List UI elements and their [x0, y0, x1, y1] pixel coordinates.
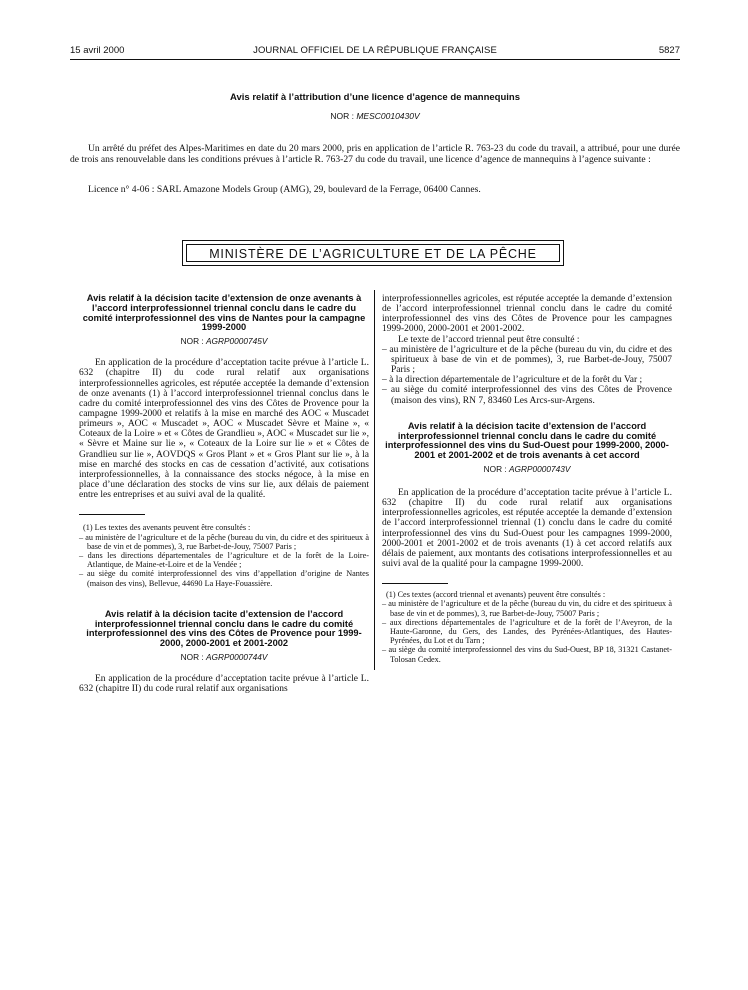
nor-code: AGRP0000745V: [206, 336, 268, 347]
nor-code: AGRP0000744V: [206, 651, 268, 662]
header-rule: [70, 59, 680, 60]
page-number: 5827: [658, 45, 680, 56]
footnote-item: – au siège du comité interprofessionnel des vins du Sud-Ouest, BP 18, 31321 Castanet-Tolosan Cedex.: [382, 645, 672, 664]
column-divider: [374, 290, 375, 670]
article-nor: [79, 652, 369, 662]
notice-paragraph: Un arrêté du préfet des Alpes-Maritimes en date du 20 mars 2000, pris en application de l’article R. 763-23 du code du travail, a attribué, pour une durée de trois ans renouvelable dans les conditions prévues à l’article R. 763-27 du code du travail, une licence d’agence de mannequins à l’agence suivante :: [70, 143, 680, 165]
nor-label: NOR :: [330, 111, 357, 121]
footnote-rule: [382, 583, 448, 584]
consult-item: – au ministère de l’agriculture et de la pêche (bureau du vin, du cidre et des spiritueux à base de vin et de pommes), 3, rue Barbet-de-Jouy, 75007 Paris ;: [382, 344, 672, 376]
footnote-rule: [79, 514, 145, 515]
article-body-nantes: En application de la procédure d’acceptation tacite prévue à l’article L. 632 (chapitre II) du code rural relatif aux organisations interprofessionnelles agricoles, est réputée acceptée la demande d’extension de onze avenants (1) à l’accord interprofessionnel triennal conclus dans le cadre du comité interprofessionnel des vins des Côtes de Provence pour la campagne 1999-2000 et relatifs à la mise en marché des AOC « Muscadet primeurs », AOC « Muscadet », AOC « Muscadet Sèvre et Maine », « Coteaux de la Loire » et « Côtes de Grandlieu », AOC « Muscadet sur lie », « Sèvre et Maine sur lie », « Coteaux de la Loire sur lie » et « Côtes de Grandlieu sur lie », AOVDQS « Gros Plant » et « Gros Plant sur lie », à la mise en marché des stocks en cas de cessation d’activité, aux cotisations interprofessionnelles, à la connaissance des stocks négoce, à la mise en place d’une déclaration des stocks de vins sur lie, aux délais de paiement entre les entreprises et au suivi aval de la qualité.: [79, 358, 369, 501]
footnote-nantes: [79, 523, 369, 587]
notice-nor: [70, 111, 680, 121]
article-title-nantes: Avis relatif à la décision tacite d’extension de onze avenants à l’accord interprofessionnel triennal conclu dans le cadre du comité interprofessionnel des vins de Nantes pour la campagne 1999-2000: [82, 293, 366, 333]
nor-label: NOR :: [180, 336, 206, 347]
footnote-item: – au ministère de l’agriculture et de la pêche (bureau du vin, du cidre et des spiritueux à base de vin et de pommes), 3, rue Barbet-de-Jouy, 75007 Paris ;: [382, 599, 672, 618]
ministry-heading: MINISTÈRE DE L’AGRICULTURE ET DE LA PÊCHE: [186, 244, 560, 262]
notice-title: Avis relatif à l’attribution d’une licence d’agence de mannequins: [230, 92, 520, 103]
nor-label: NOR :: [180, 651, 206, 662]
footnote-intro: (1) Les textes des avenants peuvent être consultés :: [83, 523, 251, 533]
consult-item: – à la direction départementale de l’agriculture et de la forêt du Var ;: [382, 375, 643, 386]
left-column: [79, 294, 369, 694]
article-nor: [382, 464, 672, 474]
consult-item: – au siège du comité interprofessionnel des vins des Côtes de Provence (maison des vins), RN 7, 83460 Les Arcs-sur-Argens.: [382, 385, 672, 406]
footnote-item: – aux directions départementales de l’agriculture et de la forêt de l’Aveyron, de la Haute-Garonne, du Gers, des Landes, des Pyrénées-Atlantiques, des Hautes-Pyrénées, du Lot et du Tarn ;: [382, 617, 672, 646]
page-header: [70, 45, 680, 59]
article-title-sud-ouest: Avis relatif à la décision tacite d’extension de l’accord interprofessionnel triennal conclu dans le cadre du comité interprofessionnel des vins du Sud-Ouest pour 1999-2000, 2000-2001 et 2001-2002 et de trois avenants à cet accord: [385, 420, 669, 461]
article-body-provence: En application de la procédure d’acceptation tacite prévue à l’article L. 632 (chapitre II) du code rural relatif aux organisations: [79, 673, 369, 695]
nor-code: MESC0010430V: [356, 111, 420, 121]
consult-intro: Le texte de l’accord triennal peut être consulté :: [398, 334, 580, 345]
footnote-item: – au ministère de l’agriculture et de la pêche (bureau du vin, du cidre et des spiritueux à base de vin et de pommes), 3, rue Barbet-de-Jouy, 75007 Paris ;: [79, 532, 369, 551]
article-nor: [79, 336, 369, 346]
footnote-item: – dans les directions départementales de l’agriculture et de la forêt de la Loire-Atlantique, de Maine-et-Loire et de la Vendée ;: [79, 550, 369, 570]
nor-code: AGRP0000743V: [509, 463, 571, 474]
nor-label: NOR :: [483, 463, 509, 474]
footnote-intro: (1) Ces textes (accord triennal et avenants) peuvent être consultés :: [386, 590, 606, 600]
licence-paragraph: Licence n° 4-06 : SARL Amazone Models Group (AMG), 29, boulevard de la Ferrage, 06400 Cannes.: [88, 184, 481, 195]
article-body-sud-ouest: En application de la procédure d’acceptation tacite prévue à l’article L. 632 (chapitre II) du code rural relatif aux organisations interprofessionnelles agricoles, est réputée acceptée la demande d’extension de l’accord interprofessionnel triennal (1) conclu dans le cadre du comité interprofessionnel des vins du Sud-Ouest pour les campagnes 1999-2000, 2000-2001 et 2001-2002 et de trois avenants (1) à cet accord relatifs aux délais de paiement, aux montants des cotisations interprofessionnelles et au suivi aval de la qualité pour la campagne 1999-2000.: [382, 487, 672, 569]
footnote-sud-ouest: [382, 590, 672, 664]
footnote-item: – au siège du comité interprofessionnel des vins d’appellation d’origine de Nantes (maison des vins), Bellevue, 44690 La Haye-Fouassière.: [79, 569, 369, 588]
journal-title: JOURNAL OFFICIEL DE LA RÉPUBLIQUE FRANÇAISE: [253, 45, 497, 56]
article-body-provence-cont: interprofessionnelles agricoles, est réputée acceptée la demande d’extension de l’accord interprofessionnel triennal conclu dans le cadre du comité interprofessionnel des vins des Côtes de Provence pour les campagnes 1999-2000, 2000-2001 et 2001-2002.: [382, 294, 672, 335]
ministry-box: [182, 240, 564, 266]
article-title-provence: Avis relatif à la décision tacite d’extension de l’accord interprofessionnel triennal conclu dans le cadre du comité interprofessionnel des vins des Côtes de Provence pour 1999-2000, 2000-2001 et 2001-2002: [86, 608, 362, 649]
header-date: 15 avril 2000: [70, 45, 125, 56]
right-column: [382, 294, 672, 664]
